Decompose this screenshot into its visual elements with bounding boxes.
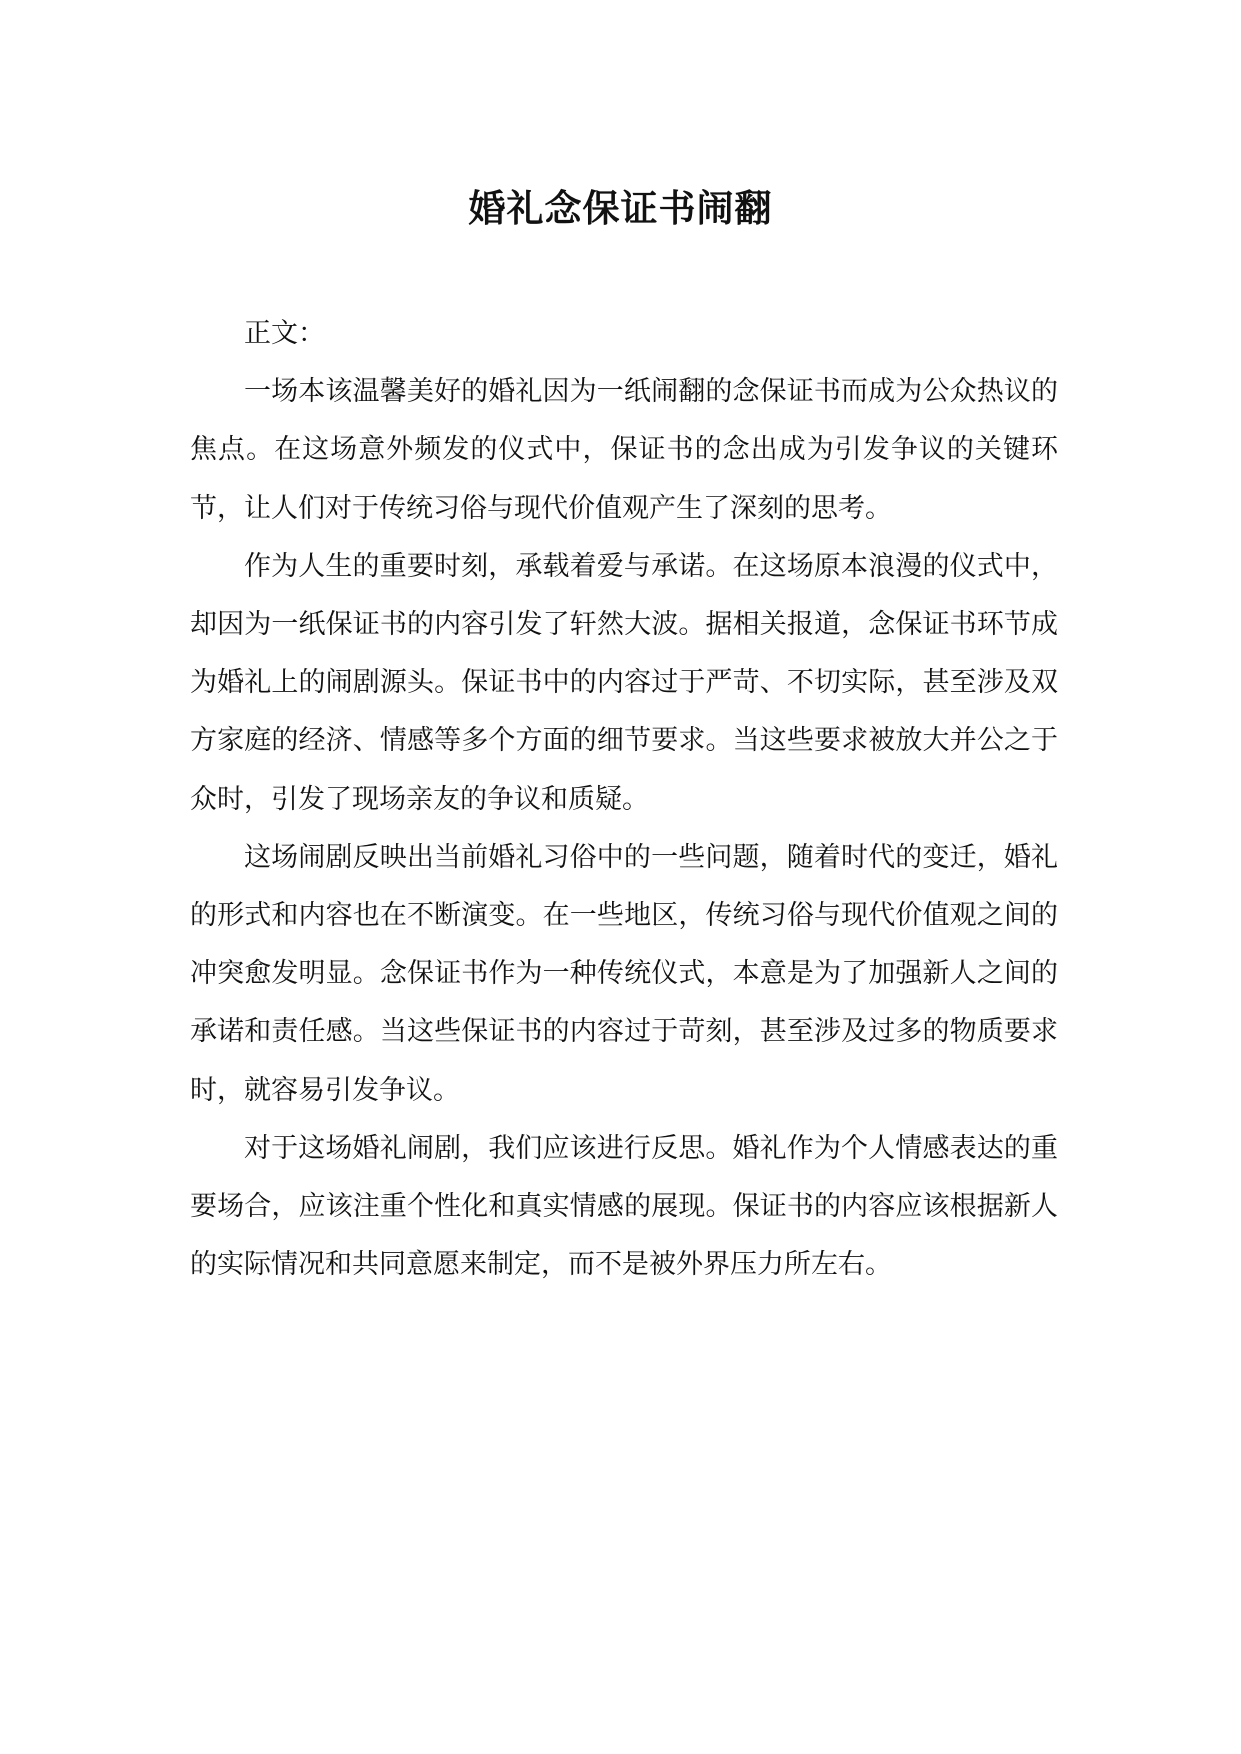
paragraph: 这场闹剧反映出当前婚礼习俗中的一些问题，随着时代的变迁，婚礼的形式和内容也在不断演变。在一些地区，传统习俗与现代价值观之间的冲突愈发明显。念保证书作为一种传统仪式，本意是为了加强新人之间的承诺和责任感。当这些保证书的内容过于苛刻，甚至涉及过多的物质要求时，就容易引发争议。 xyxy=(190,841,1058,1106)
paragraph: 一场本该温馨美好的婚礼因为一纸闹翻的念保证书而成为公众热议的焦点。在这场意外频发的仪式中，保证书的念出成为引发争议的关键环节，让人们对于传统习俗与现代价值观产生了深刻的思考。 xyxy=(190,376,1058,524)
paragraph: 对于这场婚礼闹剧，我们应该进行反思。婚礼作为个人情感表达的重要场合，应该注重个性化和真实情感的展现。保证书的内容应该根据新人的实际情况和共同意愿来制定，而不是被外界压力所左右。 xyxy=(190,1132,1058,1281)
paragraph: 作为人生的重要时刻，承载着爱与承诺。在这场原本浪漫的仪式中，却因为一纸保证书的内容引发了轩然大波。据相关报道，念保证书环节成为婚礼上的闹剧源头。保证书中的内容过于严苛、不切实际，甚至涉及双方家庭的经济、情感等多个方面的细节要求。当这些要求被放大并公之于众时，引发了现场亲友的争议和质疑。 xyxy=(190,550,1058,815)
intro-label: 正文： xyxy=(244,318,325,349)
document-title: 婚礼念保证书闹翻 xyxy=(468,186,773,230)
document-body xyxy=(190,305,1058,1294)
